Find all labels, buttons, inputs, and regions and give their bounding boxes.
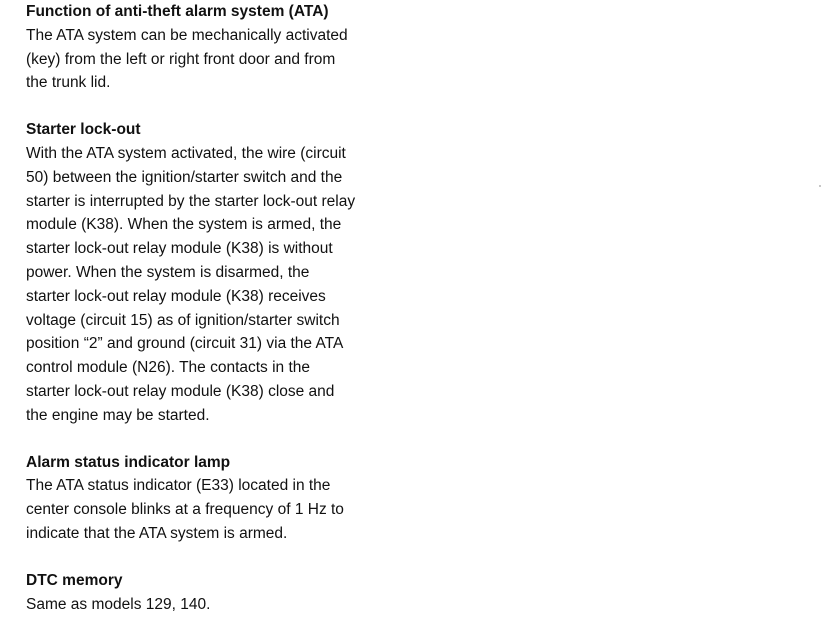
body-line: starter is interrupted by the starter lock-out relay [26,192,356,210]
section-heading: Starter lock-out [26,121,141,139]
body-line: power. When the system is disarmed, the [26,263,310,281]
body-line: control module (N26). The contacts in the [26,359,311,377]
body-line: Same as models 129, 140. [26,595,211,613]
section-starter-lock-out [26,118,406,427]
section-heading: Alarm status indicator lamp [26,453,231,471]
section-heading: DTC memory [26,571,123,589]
body-line: center console blinks at a frequency of 1 Hz to [26,501,344,519]
document-page [26,0,406,639]
body-line: starter lock-out relay module (K38) is without [26,240,333,258]
body-line: the trunk lid. [26,74,111,92]
section-dtc-memory [26,569,406,617]
body-line: With the ATA system activated, the wire (circuit [26,144,346,162]
body-line: the engine may be started. [26,406,210,424]
body-line: The ATA system can be mechanically activated [26,26,348,44]
body-line: (key) from the left or right front door and from [26,50,336,68]
body-line: module (K38). When the system is armed, the [26,216,342,234]
body-line: starter lock-out relay module (K38) close and [26,382,335,400]
body-line: 50) between the ignition/starter switch and the [26,168,343,186]
body-line: voltage (circuit 15) as of ignition/starter switch [26,311,340,329]
section-alarm-status-lamp [26,451,406,546]
body-line: position “2” and ground (circuit 31) via the ATA [26,335,344,353]
scan-speck [819,185,821,187]
section-heading: Function of anti-theft alarm system (ATA) [26,3,329,20]
body-line: starter lock-out relay module (K38) receives [26,287,326,305]
body-line: indicate that the ATA system is armed. [26,524,288,542]
body-line: The ATA status indicator (E33) located in the [26,477,331,495]
section-ata-function [26,0,406,95]
